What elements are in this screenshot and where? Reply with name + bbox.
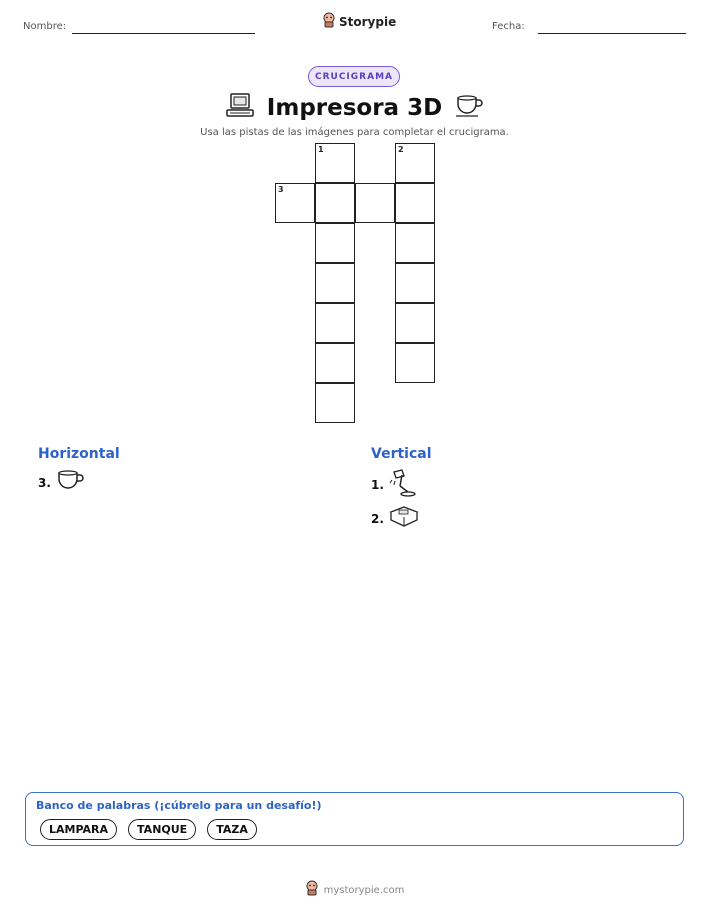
crossword-cell[interactable] bbox=[315, 383, 355, 423]
clue-vertical-2 bbox=[371, 504, 432, 534]
date-line[interactable] bbox=[538, 33, 686, 34]
crossword-cell[interactable] bbox=[275, 183, 315, 223]
vertical-section bbox=[371, 446, 432, 534]
crossword-cell[interactable] bbox=[395, 303, 435, 343]
instructions: Usa las pistas de las imágenes para completar el crucigrama. bbox=[200, 127, 509, 138]
word-chip: TAZA bbox=[207, 819, 257, 840]
clue-number: 1. bbox=[371, 478, 384, 492]
clue-vertical-1 bbox=[371, 468, 432, 502]
footer-url[interactable]: mystorypie.com bbox=[323, 884, 405, 896]
storypie-mascot-icon bbox=[322, 12, 336, 32]
clue-number: 2. bbox=[371, 512, 384, 526]
crossword-cell[interactable] bbox=[315, 303, 355, 343]
crossword-cell[interactable] bbox=[315, 183, 355, 223]
name-label: Nombre: bbox=[23, 21, 67, 32]
brand-name: Storypie bbox=[339, 15, 397, 29]
horizontal-section bbox=[38, 446, 120, 498]
desk-lamp-icon bbox=[388, 468, 418, 502]
crossword-cell[interactable] bbox=[315, 223, 355, 263]
crucigrama-badge: CRUCIGRAMA bbox=[308, 66, 400, 87]
clue-horizontal-3 bbox=[38, 468, 120, 498]
crossword-cell[interactable] bbox=[315, 143, 355, 183]
name-line[interactable] bbox=[72, 33, 255, 34]
tank-container-icon bbox=[388, 504, 420, 534]
crossword-cell[interactable] bbox=[315, 263, 355, 303]
crossword-cell[interactable] bbox=[395, 183, 435, 223]
crossword-cell[interactable] bbox=[395, 223, 435, 263]
cell-number: 2 bbox=[398, 145, 404, 154]
crossword-cell[interactable] bbox=[355, 183, 395, 223]
crossword-cell[interactable] bbox=[395, 263, 435, 303]
cup-icon bbox=[454, 93, 484, 123]
cell-number: 1 bbox=[318, 145, 324, 154]
clue-number: 3. bbox=[38, 476, 51, 490]
computer-icon bbox=[225, 92, 255, 124]
date-label: Fecha: bbox=[492, 21, 525, 32]
word-chip: TANQUE bbox=[128, 819, 196, 840]
storypie-mascot-icon bbox=[305, 880, 319, 900]
word-chip: LAMPARA bbox=[40, 819, 117, 840]
crossword-cell[interactable] bbox=[315, 343, 355, 383]
vertical-title: Vertical bbox=[371, 446, 432, 462]
crossword-cell[interactable] bbox=[395, 143, 435, 183]
crossword-cell[interactable] bbox=[395, 343, 435, 383]
cell-number: 3 bbox=[278, 185, 284, 194]
cup-icon bbox=[55, 468, 85, 498]
page-title: Impresora 3D bbox=[266, 95, 443, 121]
crossword-grid bbox=[275, 143, 475, 423]
footer bbox=[0, 880, 709, 900]
title-row bbox=[0, 92, 709, 124]
horizontal-title: Horizontal bbox=[38, 446, 120, 462]
brand-logo bbox=[322, 12, 396, 32]
word-bank bbox=[25, 792, 684, 846]
word-bank-title: Banco de palabras (¡cúbrelo para un desafío!) bbox=[36, 799, 322, 812]
